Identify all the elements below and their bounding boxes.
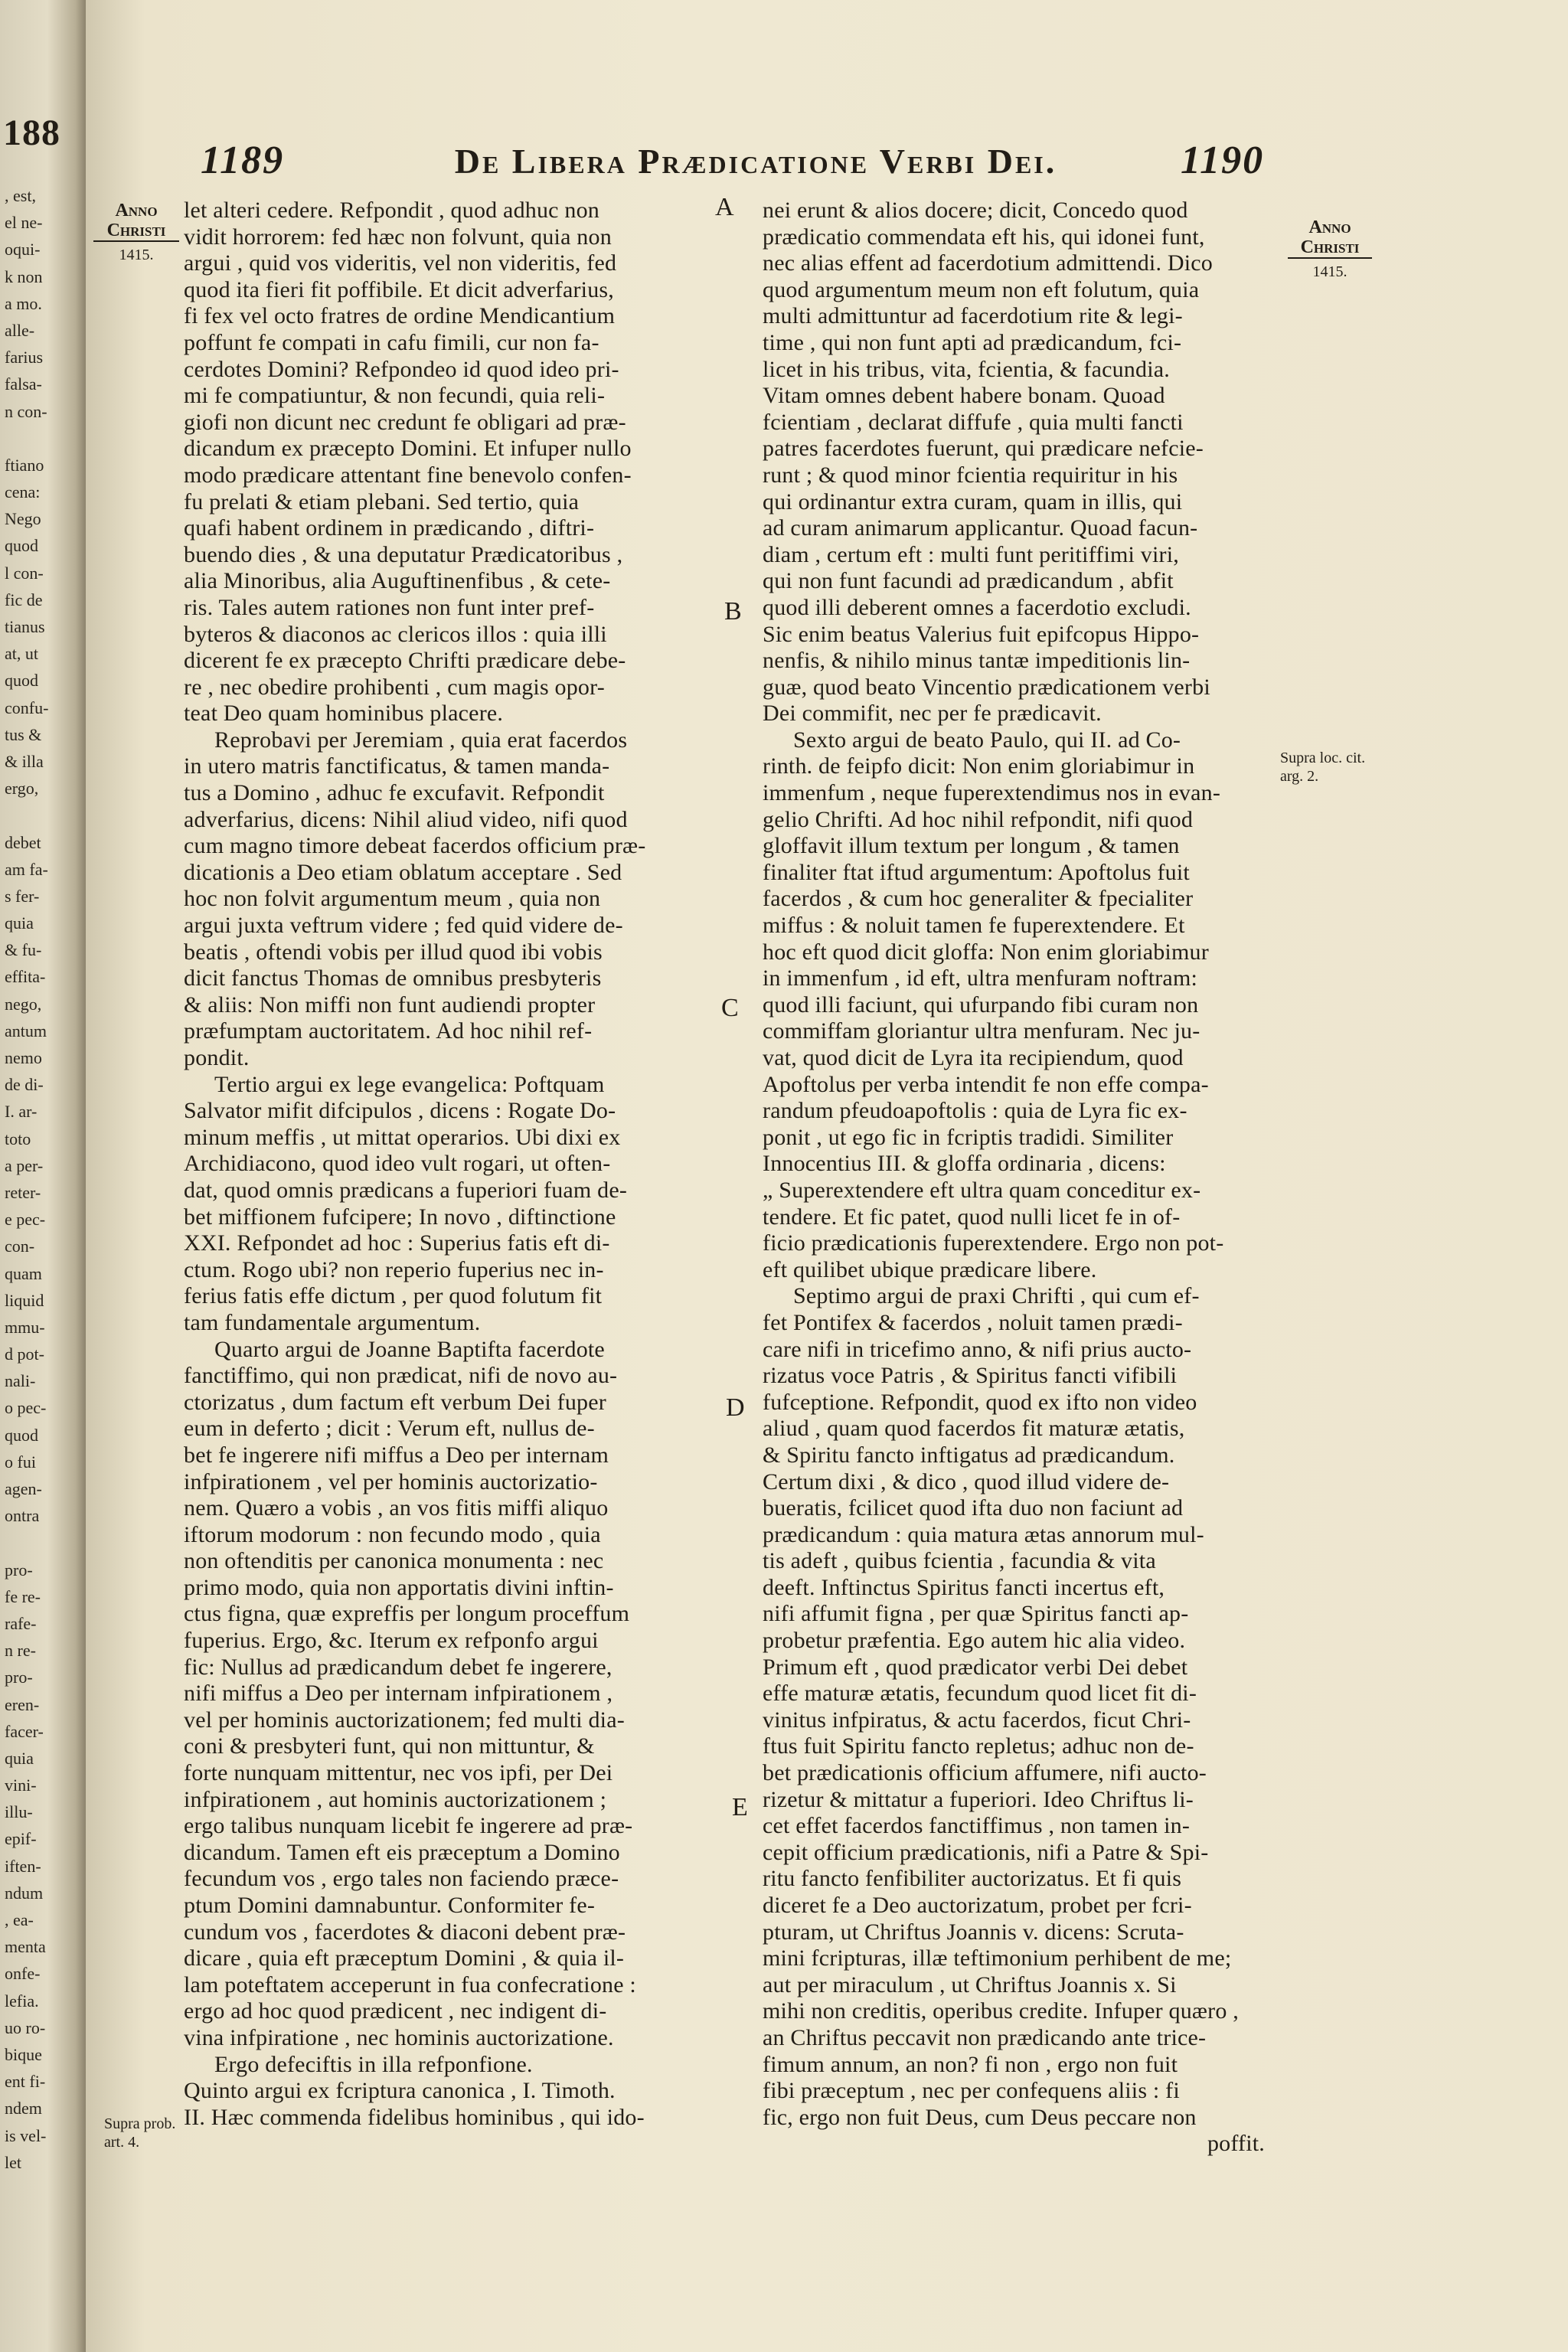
- facing-page-line: [5, 425, 84, 452]
- text-line: ad curam animarum applicantur. Quoad facun-: [763, 515, 1198, 541]
- text-line: quod argumentum meum non eft folutum, quia: [763, 276, 1200, 302]
- text-line: multi admittuntur ad facerdotium rite & legi-: [763, 303, 1183, 329]
- facing-page-line: I. ar-: [5, 1102, 38, 1122]
- facing-page-line: n re-: [5, 1641, 36, 1661]
- text-line: nifi affumit figna , per quæ Spiritus fancti ap-: [763, 1601, 1189, 1627]
- facing-page-line: con-: [5, 1236, 35, 1256]
- text-line: adverfarius, dicens: Nihil aliud video, nifi quod: [184, 806, 628, 832]
- facing-page-line: ergo,: [5, 779, 39, 799]
- text-line: dicationis a Deo etiam oblatum acceptare . Sed: [184, 859, 622, 885]
- text-line: infpirationem , aut hominis auctorizationem ;: [184, 1786, 607, 1812]
- facing-page-line: ontra: [5, 1506, 40, 1526]
- text-line: finaliter ftat iftud argumentum: Apoftolus fuit: [763, 859, 1190, 885]
- text-line: re , nec obedire prohibenti , cum magis opor-: [184, 674, 605, 700]
- text-line: commiffam gloriantur ultra menfuram. Nec ju-: [763, 1018, 1200, 1044]
- section-marker-c: C: [721, 994, 739, 1022]
- facing-page-line: oqui-: [5, 240, 41, 260]
- text-line: cundum vos , facerdotes & diaconi debent præ-: [184, 1919, 626, 1945]
- text-line: Quarto argui de Joanne Baptifta facerdote: [214, 1336, 605, 1362]
- text-line: mini fcripturas, illæ teftimonium perhibent de me;: [763, 1945, 1232, 1971]
- text-line: beatis , oftendi vobis per illud quod ibi vobis: [184, 939, 603, 965]
- text-line: fecundum vos , ergo tales non faciendo præce-: [184, 1866, 619, 1892]
- facing-page-line: ftiano: [5, 455, 44, 475]
- text-column-right: [763, 198, 1283, 2188]
- text-line: vina infpiratione , nec hominis auctorizatione.: [184, 2024, 614, 2050]
- text-line: pondit.: [184, 1045, 250, 1070]
- text-line: nec alias effent ad facerdotium admittendi. Dico: [763, 250, 1213, 276]
- text-line: patres facerdotes fuerunt, qui prædicare nefcie-: [763, 436, 1204, 462]
- text-line: forte nunquam mittentur, nec vos ipfi, per Dei: [184, 1760, 613, 1786]
- facing-page-line: ent fi-: [5, 2072, 46, 2092]
- facing-page-line: menta: [5, 1937, 46, 1957]
- facing-page-line: liquid: [5, 1290, 44, 1310]
- text-line: vinitus infpiratus, & actu facerdos, ficut Chri-: [763, 1707, 1191, 1733]
- text-line: modo prædicare attentant fine benevolo confen-: [184, 462, 632, 488]
- facing-page-line: rafe-: [5, 1613, 37, 1633]
- facing-page-line: at, ut: [5, 644, 38, 664]
- facing-page-line: tianus: [5, 617, 45, 636]
- facing-page-line: , ea-: [5, 1910, 34, 1929]
- running-head: [86, 138, 1568, 199]
- facing-page-line: lefia.: [5, 1991, 39, 2011]
- facing-page-text: [5, 182, 84, 2176]
- text-line: mihi non creditis, operibus credite. Infuper quæro ,: [763, 1998, 1239, 2024]
- text-line: aliud , quam quod facerdos fit maturæ ætatis,: [763, 1416, 1185, 1442]
- text-line: deeft. Inftinctus Spiritus fancti incertus eft,: [763, 1574, 1165, 1600]
- text-line: nem. Quæro a vobis , an vos fitis miffi aliquo: [184, 1495, 609, 1521]
- anno-year: 1415.: [1312, 263, 1348, 280]
- text-line: „ Superextendere eft ultra quam conceditur ex-: [763, 1177, 1201, 1203]
- text-line: in utero matris fanctificatus, & tamen manda-: [184, 753, 610, 779]
- text-line: nifi miffus a Deo per internam infpirationem ,: [184, 1681, 613, 1707]
- text-line: ponit , ut ego fic in fcriptis tradidi. Similiter: [763, 1124, 1174, 1150]
- facing-page-line: el ne-: [5, 213, 43, 233]
- facing-page-line: nali-: [5, 1371, 36, 1391]
- text-line: facerdos , & cum hoc generaliter & fpecialiter: [763, 886, 1194, 912]
- facing-page-strip: [0, 0, 86, 2352]
- text-line: II. Hæc commenda fidelibus hominibus , qui ido-: [184, 2104, 645, 2130]
- text-line: ficio prædicationis fuperextendere. Ergo non pot-: [763, 1230, 1224, 1256]
- text-line: ferius fatis effe dictum , per quod folutum fit: [184, 1283, 603, 1309]
- text-line: buendo dies , & una deputatur Prædicatoribus ,: [184, 541, 623, 567]
- text-line: ftus fuit Spiritu fancto repletus; adhuc non de-: [763, 1733, 1194, 1759]
- text-line: Vitam omnes debent habere bonam. Quoad: [763, 383, 1165, 409]
- text-line: nei erunt & alios docere; dicit, Concedo quod: [763, 198, 1188, 223]
- facing-page-line: d pot-: [5, 1344, 44, 1364]
- text-line: diam , certum eft : multi funt peritiffimi viri,: [763, 541, 1179, 567]
- facing-page-line: am fa-: [5, 859, 48, 879]
- facing-page-line: o fui: [5, 1452, 36, 1472]
- anno-label: Anno Christi: [93, 201, 179, 242]
- text-column-left: [184, 198, 712, 2188]
- text-line: prædicatio commendata eft his, qui idonei funt,: [763, 224, 1205, 250]
- text-line: Innocentius III. & gloffa ordinaria , dicens:: [763, 1151, 1166, 1177]
- text-line: fic: Nullus ad prædicandum debet fe ingerere,: [184, 1654, 612, 1680]
- text-line: fanctiffimo, qui non prædicat, nifi de novo au-: [184, 1363, 618, 1389]
- text-line: Tertio argui ex lege evangelica: Poftquam: [214, 1071, 605, 1097]
- text-line: fuperius. Ergo, &c. Iterum ex refponfo argui: [184, 1628, 599, 1654]
- facing-page-line: agen-: [5, 1479, 42, 1498]
- text-line: ritu fancto fenfibiliter auctorizatus. Et fi quis: [763, 1866, 1182, 1892]
- section-marker-a: A: [715, 193, 734, 221]
- facing-page-line: iften-: [5, 1856, 41, 1876]
- facing-page-line: Nego: [5, 509, 41, 529]
- text-line: rinth. de feipfo dicit: Non enim gloriabimur in: [763, 753, 1195, 779]
- text-line: hoc non folvit argumentum meum , quia non: [184, 886, 601, 912]
- text-line: ctum. Rogo ubi? non reperio fuperius nec in-: [184, 1256, 604, 1282]
- page-number-left: 1189: [201, 139, 285, 182]
- page-title: De Libera Prædicatione Verbi Dei.: [454, 142, 1057, 181]
- text-line: eum in deferto ; dicit : Verum eft, nullus de-: [184, 1416, 595, 1442]
- text-line: fcientiam , declarat diffufe , quia multi fancti: [763, 409, 1184, 435]
- text-line: primo modo, quia non apportatis divini inftin-: [184, 1574, 614, 1600]
- text-line: infpirationem , vel per hominis auctorizatio-: [184, 1468, 598, 1494]
- facing-page-line: , est,: [5, 186, 36, 205]
- section-marker-d: D: [726, 1393, 745, 1422]
- text-line: Sexto argui de beato Paulo, qui II. ad Co-: [793, 727, 1181, 753]
- text-line: diceret fe a Deo auctorizatum, probet per fcri-: [763, 1893, 1192, 1918]
- text-line: gloffavit illum textum per longum , & tamen: [763, 833, 1180, 859]
- text-line: in immenfum , id eft, ultra menfuram noftram:: [763, 965, 1198, 991]
- facing-page-line: fe re-: [5, 1586, 41, 1606]
- facing-page-line: [5, 802, 84, 828]
- main-page: [86, 0, 1568, 2352]
- text-line: cepit officium prædicationis, nifi a Patre & Spi-: [763, 1839, 1209, 1865]
- text-line: runt ; & quod minor fcientia requiritur in his: [763, 462, 1178, 488]
- facing-page-line: cena:: [5, 482, 41, 502]
- text-line: iftorum modorum : non fecundo modo , quia: [184, 1521, 601, 1547]
- text-line: qui ordinantur extra curam, quam in illis, qui: [763, 488, 1183, 514]
- text-line: alia Minoribus, alia Auguftinenfibus , & cete-: [184, 568, 611, 594]
- facing-page-line: ndum: [5, 1883, 44, 1903]
- facing-page-line: facer-: [5, 1721, 44, 1741]
- text-line: & Spiritu fancto inftigatus ad prædicandum.: [763, 1442, 1175, 1468]
- text-line: ergo ad hoc quod prædicent , nec indigent di-: [184, 1998, 607, 2024]
- facing-page-line: e pec-: [5, 1210, 46, 1230]
- facing-page-line: ndem: [5, 2099, 42, 2118]
- text-line: & aliis: Non miffi non funt audiendi propter: [184, 991, 596, 1018]
- facing-page-line: epif-: [5, 1829, 37, 1849]
- anno-christi-right: [1288, 217, 1372, 282]
- text-line: fi fex vel octo fratres de ordine Mendicantium: [184, 303, 616, 329]
- text-line: Certum dixi , & dico , quod illud videre de-: [763, 1468, 1170, 1494]
- text-line: vel per hominis auctorizationem; fed multi dia-: [184, 1707, 625, 1733]
- text-line: probetur præfentia. Ego autem hic alia video.: [763, 1628, 1186, 1654]
- facing-page-line: l con-: [5, 563, 44, 583]
- text-line: Primum eft , quod prædicator verbi Dei debet: [763, 1654, 1188, 1680]
- text-line: quafi habent ordinem in prædicando , diftri-: [184, 515, 595, 541]
- text-line: Ergo defeciftis in illa refponfione.: [214, 2051, 533, 2077]
- side-note-right: Supra loc. cit. arg. 2.: [1280, 750, 1366, 785]
- facing-page-line: quia: [5, 1748, 34, 1768]
- text-line: ris. Tales autem rationes non funt inter pref-: [184, 594, 595, 620]
- facing-page-line: onfe-: [5, 1964, 41, 1984]
- facing-page-line: pro-: [5, 1668, 33, 1687]
- text-line: gelio Chrifti. Ad hoc nihil refpondit, nifi quod: [763, 806, 1194, 832]
- text-line: giofi non dicunt nec credunt fe obligari ad præ-: [184, 409, 626, 435]
- text-line: cum magno timore debeat facerdos officium præ-: [184, 833, 646, 859]
- text-line: tendere. Et fic patet, quod nulli licet fe in of-: [763, 1204, 1181, 1230]
- text-line: Sic enim beatus Valerius fuit epifcopus Hippo-: [763, 621, 1200, 647]
- facing-page-line: reter-: [5, 1182, 41, 1202]
- text-line: care nifi in tricefimo anno, & nifi prius aucto-: [763, 1336, 1192, 1362]
- text-line: dicare , quia eft præceptum Domini , & quia il-: [184, 1945, 625, 1971]
- text-line: qui non funt facundi ad prædicandum , abfit: [763, 568, 1174, 594]
- text-line: tis adeft , quibus fcientia , facundia & vita: [763, 1548, 1156, 1574]
- facing-page-line: let: [5, 2152, 21, 2172]
- text-line: teat Deo quam hominibus placere.: [184, 701, 504, 727]
- text-line: poffunt fe compati in cafu fimili, cur non fa-: [184, 329, 599, 355]
- facing-page-line: k non: [5, 266, 43, 286]
- text-line: bueratis, fcilicet quod ifta duo non faciunt ad: [763, 1495, 1184, 1521]
- text-line: cet effet facerdos fanctiffimus , non tamen in-: [763, 1813, 1191, 1839]
- facing-page-line: eren-: [5, 1694, 40, 1714]
- anno-label: Anno Christi: [1288, 217, 1372, 259]
- text-line: fu prelati & etiam plebani. Sed tertio, quia: [184, 488, 580, 514]
- text-line: quod illi deberent omnes a facerdotio excludi.: [763, 594, 1191, 620]
- facing-page-line: farius: [5, 348, 44, 368]
- text-line: bet prædicationis officium affumere, nifi aucto-: [763, 1760, 1207, 1786]
- text-line: effe maturæ ætatis, fecundum quod licet fit di-: [763, 1681, 1197, 1707]
- text-line: fibi præceptum , nec per confequens aliis : fi: [763, 2078, 1180, 2104]
- text-line: cerdotes Domini? Refpondeo id quod ideo pri-: [184, 356, 619, 382]
- text-line: tus a Domino , adhuc fe excufavit. Refpondit: [184, 780, 605, 806]
- facing-page-line: vini-: [5, 1775, 37, 1795]
- text-line: XXI. Refpondet ad hoc : Superius fatis eft di-: [184, 1230, 610, 1256]
- text-line: an Chriftus peccavit non prædicando ante trice-: [763, 2024, 1207, 2050]
- facing-page-line: quam: [5, 1263, 42, 1283]
- text-line: miffus : & noluit tamen fe fuperextendere. Et: [763, 913, 1185, 939]
- text-line: non oftenditis per canonica monumenta : nec: [184, 1548, 604, 1574]
- facing-page-line: alle-: [5, 320, 35, 340]
- text-line: ctorizatus , dum factum eft verbum Dei fuper: [184, 1389, 606, 1415]
- facing-page-number: 188: [3, 113, 60, 153]
- text-line: Archidiacono, quod ideo vult rogari, ut often-: [184, 1151, 611, 1177]
- facing-page-line: [5, 1529, 84, 1556]
- text-line: argui , quid vos videritis, vel non videritis, fed: [184, 250, 617, 276]
- text-line: tam fundamentale argumentum.: [184, 1309, 481, 1335]
- facing-page-line: illu-: [5, 1802, 33, 1822]
- catchword: poffit.: [1207, 2131, 1265, 2157]
- text-line: randum pfeudoapoftolis : quia de Lyra fic ex-: [763, 1098, 1187, 1124]
- facing-page-line: toto: [5, 1129, 31, 1148]
- text-line: nenfis, & nihilo minus tantæ impeditionis lin-: [763, 648, 1191, 674]
- text-line: dicerent fe ex præcepto Chrifti prædicare debe-: [184, 648, 626, 674]
- text-line: guæ, quod beato Vincentio prædicationem verbi: [763, 674, 1210, 700]
- text-line: quod ita fieri fit poffibile. Et dicit adverfarius,: [184, 276, 614, 302]
- facing-page-line: s fer-: [5, 886, 40, 906]
- text-line: immenfum , neque fuperextendimus nos in evan-: [763, 780, 1221, 806]
- text-line: coni & presbyteri funt, qui non mittuntur, &: [184, 1733, 595, 1759]
- text-line: hoc eft quod dicit gloffa: Non enim gloriabimur: [763, 939, 1209, 965]
- text-line: Septimo argui de praxi Chrifti , qui cum ef-: [793, 1283, 1200, 1309]
- text-line: licet in his tribus, vita, fcientia, & facundia.: [763, 356, 1170, 382]
- facing-page-line: a per-: [5, 1155, 44, 1175]
- page-number-right: 1190: [1181, 139, 1265, 182]
- text-line: præfumptam auctoritatem. Ad hoc nihil ref-: [184, 1018, 593, 1044]
- facing-page-line: falsa-: [5, 374, 42, 394]
- facing-page-line: quod: [5, 536, 38, 556]
- text-line: quod illi faciunt, qui ufurpando fibi curam non: [763, 991, 1199, 1018]
- text-line: Salvator mifit difcipulos , dicens : Rogate Do-: [184, 1098, 616, 1124]
- facing-page-line: a mo.: [5, 293, 42, 313]
- text-line: vidit horrorem: fed hæc non folvunt, quia non: [184, 224, 612, 250]
- text-line: ergo talibus nunquam licebit fe ingerere ad præ-: [184, 1813, 633, 1839]
- facing-page-line: & illa: [5, 751, 44, 771]
- text-line: pturam, ut Chriftus Joannis v. dicens: Scruta-: [763, 1919, 1184, 1945]
- text-line: Quinto argui ex fcriptura canonica , I. Timoth.: [184, 2078, 616, 2104]
- text-line: prædicandum : quia matura ætas annorum mul-: [763, 1521, 1204, 1547]
- anno-year: 1415.: [119, 247, 154, 263]
- facing-page-line: uo ro-: [5, 2017, 46, 2037]
- text-line: ptum Domini damnabuntur. Conformiter fe-: [184, 1893, 596, 1918]
- text-line: dicit fanctus Thomas de omnibus presbyteris: [184, 965, 602, 991]
- facing-page-line: quia: [5, 913, 34, 933]
- text-line: dicandum ex præcepto Domini. Et infuper nullo: [184, 436, 632, 462]
- facing-page-line: bique: [5, 2044, 42, 2064]
- facing-page-line: quod: [5, 671, 38, 691]
- facing-page-line: debet: [5, 832, 41, 852]
- facing-page-line: pro-: [5, 1560, 33, 1579]
- facing-page-line: effita-: [5, 967, 46, 987]
- text-line: argui juxta veftrum videre ; fed quid videre de-: [184, 913, 623, 939]
- text-line: eft quilibet ubique prædicare libere.: [763, 1256, 1097, 1282]
- text-line: Dei commifit, nec per fe prædicavit.: [763, 701, 1102, 727]
- text-line: dat, quod omnis prædicans a fuperiori fuam de-: [184, 1177, 628, 1203]
- text-line: let alteri cedere. Refpondit , quod adhuc non: [184, 198, 599, 223]
- facing-page-line: de di-: [5, 1075, 44, 1095]
- text-line: bet fe ingerere nifi miffus a Deo per internam: [184, 1442, 609, 1468]
- text-line: byteros & diaconos ac clericos illos : quia illi: [184, 621, 607, 647]
- facing-page-line: fic de: [5, 590, 43, 609]
- facing-page-line: nemo: [5, 1048, 42, 1067]
- text-line: fic, ergo non fuit Deus, cum Deus peccare non: [763, 2104, 1197, 2130]
- facing-page-line: antum: [5, 1021, 47, 1040]
- text-line: bet miffionem fufcipere; In novo , diftinctione: [184, 1204, 616, 1230]
- text-line: dicandum. Tamen eft eis præceptum a Domino: [184, 1839, 620, 1865]
- text-line: lam poteftatem acceperunt in fua confecratione :: [184, 1971, 636, 1998]
- text-line: mi fe compatiuntur, & non fecundi, quia reli-: [184, 383, 606, 409]
- text-line: fufceptione. Refpondit, quod ex ifto non video: [763, 1389, 1197, 1415]
- text-line: fimum annum, an non? fi non , ergo non fuit: [763, 2051, 1178, 2077]
- facing-page-line: nego,: [5, 994, 42, 1014]
- text-line: ctus figna, quæ expreffis per longum proceffum: [184, 1601, 630, 1627]
- text-line: Reprobavi per Jeremiam , quia erat facerdos: [214, 727, 628, 753]
- text-line: rizetur & mittatur a fuperiori. Ideo Chriftus li-: [763, 1786, 1194, 1812]
- section-marker-e: E: [732, 1793, 748, 1821]
- text-line: minum meffis , ut mittat operarios. Ubi dixi ex: [184, 1124, 621, 1150]
- facing-page-line: confu-: [5, 697, 49, 717]
- facing-page-line: n con-: [5, 401, 47, 421]
- anno-christi-left: [93, 201, 179, 265]
- facing-page-line: mmu-: [5, 1317, 45, 1337]
- text-line: rizatus voce Patris , & Spiritus fancti vifibili: [763, 1363, 1178, 1389]
- text-line: Apoftolus per verba intendit fe non effe compa-: [763, 1071, 1209, 1097]
- facing-page-line: is vel-: [5, 2125, 47, 2145]
- text-line: time , qui non funt apti ad prædicandum, fci-: [763, 329, 1182, 355]
- text-line: aut per miraculum , ut Chriftus Joannis x. Si: [763, 1971, 1177, 1998]
- facing-page-line: quod: [5, 1425, 38, 1445]
- facing-page-line: & fu-: [5, 940, 42, 960]
- facing-page-line: o pec-: [5, 1398, 47, 1418]
- section-marker-b: B: [724, 597, 742, 626]
- text-line: vat, quod dicit de Lyra ita recipiendum, quod: [763, 1045, 1184, 1070]
- side-note-left: Supra prob. art. 4.: [104, 2115, 176, 2151]
- text-line: fet Pontifex & facerdos , noluit tamen prædi-: [763, 1309, 1183, 1335]
- facing-page-line: tus &: [5, 724, 42, 744]
